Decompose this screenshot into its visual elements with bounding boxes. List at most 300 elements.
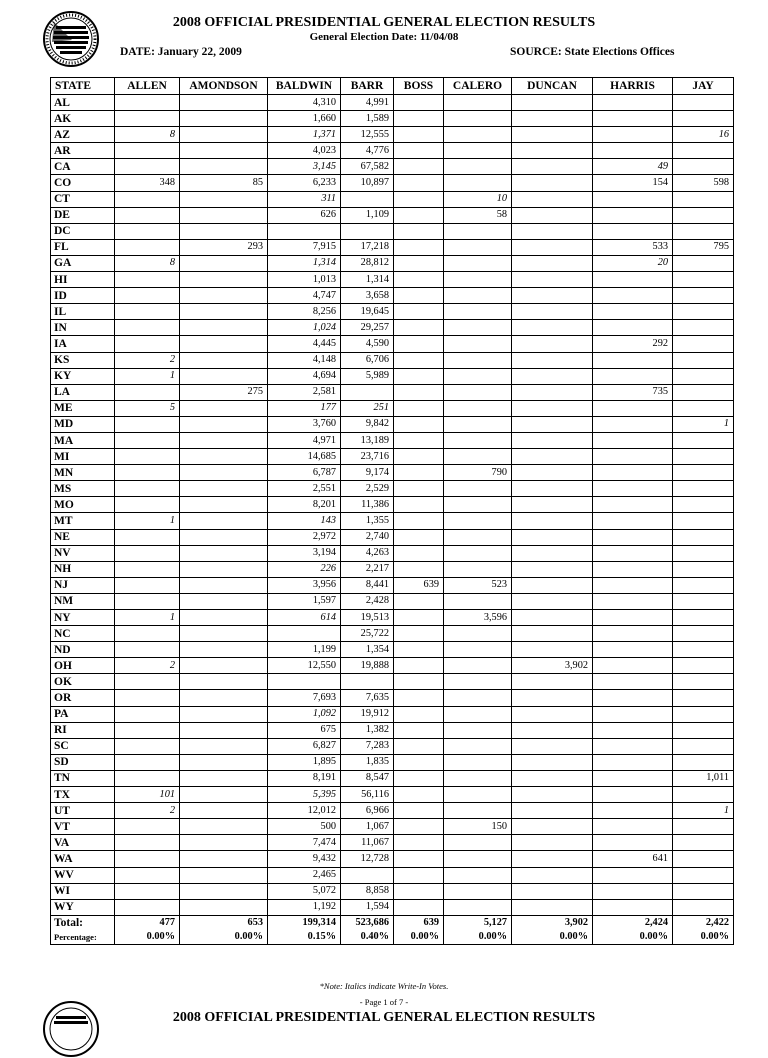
percentage-row-cell: 0.00% — [673, 930, 734, 945]
state-cell: RI — [51, 722, 115, 738]
vote-cell — [115, 143, 180, 159]
vote-cell: 8,201 — [268, 497, 341, 513]
percentage-row-cell: 0.15% — [268, 930, 341, 945]
vote-cell — [180, 191, 268, 207]
table-row — [51, 545, 734, 561]
vote-cell: 8,441 — [341, 577, 394, 593]
vote-cell — [394, 610, 444, 626]
vote-cell — [394, 432, 444, 448]
vote-cell — [115, 706, 180, 722]
percentage-row-label: Percentage: — [51, 930, 115, 945]
state-cell: HI — [51, 272, 115, 288]
state-cell: IA — [51, 336, 115, 352]
vote-cell: 4,747 — [268, 288, 341, 304]
vote-cell: 1,589 — [341, 111, 394, 127]
vote-cell — [593, 561, 673, 577]
vote-cell: 7,693 — [268, 690, 341, 706]
state-cell: TX — [51, 787, 115, 803]
vote-cell: 5,395 — [268, 787, 341, 803]
vote-cell — [444, 835, 512, 851]
vote-cell — [593, 529, 673, 545]
vote-cell: 1 — [673, 803, 734, 819]
vote-cell — [268, 223, 341, 239]
vote-cell: 1,067 — [341, 819, 394, 835]
vote-cell — [593, 207, 673, 223]
column-header: BOSS — [394, 78, 444, 95]
table-row — [51, 352, 734, 368]
vote-cell — [444, 626, 512, 642]
vote-cell — [180, 754, 268, 770]
vote-cell — [593, 95, 673, 111]
table-row — [51, 787, 734, 803]
vote-cell — [673, 432, 734, 448]
vote-cell — [512, 352, 593, 368]
table-row — [51, 706, 734, 722]
total-row-cell: 2,424 — [593, 915, 673, 930]
vote-cell: 1,314 — [341, 272, 394, 288]
percentage-row-cell: 0.00% — [444, 930, 512, 945]
vote-cell — [593, 304, 673, 320]
vote-cell — [444, 481, 512, 497]
vote-cell — [180, 449, 268, 465]
state-cell: MN — [51, 465, 115, 481]
vote-cell — [180, 819, 268, 835]
vote-cell: 293 — [180, 239, 268, 255]
results-table — [50, 77, 734, 945]
state-cell: CT — [51, 191, 115, 207]
state-cell: WA — [51, 851, 115, 867]
vote-cell — [512, 690, 593, 706]
vote-cell — [394, 191, 444, 207]
vote-cell — [180, 143, 268, 159]
state-cell: KS — [51, 352, 115, 368]
vote-cell — [444, 143, 512, 159]
table-row — [51, 127, 734, 143]
vote-cell: 8 — [115, 127, 180, 143]
vote-cell — [115, 207, 180, 223]
vote-cell: 29,257 — [341, 320, 394, 336]
vote-cell — [593, 690, 673, 706]
vote-cell: 20 — [593, 255, 673, 271]
vote-cell — [180, 738, 268, 754]
vote-cell — [394, 899, 444, 915]
table-row — [51, 223, 734, 239]
vote-cell: 7,474 — [268, 835, 341, 851]
vote-cell: 12,012 — [268, 803, 341, 819]
vote-cell — [673, 159, 734, 175]
vote-cell — [394, 658, 444, 674]
vote-cell: 275 — [180, 384, 268, 400]
percentage-row-cell: 0.00% — [180, 930, 268, 945]
vote-cell — [394, 674, 444, 690]
vote-cell — [593, 626, 673, 642]
vote-cell — [394, 561, 444, 577]
vote-cell — [673, 626, 734, 642]
vote-cell — [180, 304, 268, 320]
vote-cell — [444, 304, 512, 320]
state-cell: CO — [51, 175, 115, 191]
vote-cell — [394, 754, 444, 770]
vote-cell — [673, 577, 734, 593]
vote-cell — [512, 706, 593, 722]
table-row — [51, 674, 734, 690]
vote-cell — [180, 690, 268, 706]
vote-cell — [593, 545, 673, 561]
state-cell: MS — [51, 481, 115, 497]
vote-cell — [593, 642, 673, 658]
table-row — [51, 593, 734, 609]
vote-cell: 4,263 — [341, 545, 394, 561]
vote-cell: 16 — [673, 127, 734, 143]
vote-cell — [394, 722, 444, 738]
vote-cell — [394, 368, 444, 384]
vote-cell — [444, 642, 512, 658]
vote-cell — [593, 835, 673, 851]
vote-cell: 226 — [268, 561, 341, 577]
vote-cell: 790 — [444, 465, 512, 481]
vote-cell — [673, 738, 734, 754]
vote-cell — [444, 545, 512, 561]
vote-cell — [593, 899, 673, 915]
vote-cell: 675 — [268, 722, 341, 738]
vote-cell — [673, 545, 734, 561]
vote-cell — [673, 320, 734, 336]
table-row — [51, 111, 734, 127]
vote-cell: 11,386 — [341, 497, 394, 513]
vote-cell: 2 — [115, 803, 180, 819]
table-row — [51, 432, 734, 448]
vote-cell — [673, 336, 734, 352]
vote-cell — [180, 255, 268, 271]
vote-cell: 6,706 — [341, 352, 394, 368]
vote-cell — [593, 111, 673, 127]
vote-cell — [512, 593, 593, 609]
vote-cell — [593, 432, 673, 448]
vote-cell — [180, 883, 268, 899]
state-cell: MD — [51, 416, 115, 432]
table-row — [51, 320, 734, 336]
vote-cell — [593, 593, 673, 609]
vote-cell — [394, 465, 444, 481]
vote-cell — [444, 175, 512, 191]
vote-cell: 7,635 — [341, 690, 394, 706]
vote-cell — [673, 449, 734, 465]
table-row — [51, 288, 734, 304]
vote-cell — [673, 384, 734, 400]
vote-cell — [512, 819, 593, 835]
vote-cell — [341, 867, 394, 883]
vote-cell: 150 — [444, 819, 512, 835]
state-cell: ID — [51, 288, 115, 304]
vote-cell — [512, 336, 593, 352]
vote-cell — [394, 803, 444, 819]
vote-cell: 795 — [673, 239, 734, 255]
vote-cell — [180, 803, 268, 819]
vote-cell — [115, 738, 180, 754]
state-cell: LA — [51, 384, 115, 400]
vote-cell — [180, 481, 268, 497]
vote-cell — [444, 127, 512, 143]
vote-cell — [394, 143, 444, 159]
vote-cell — [593, 577, 673, 593]
vote-cell — [394, 288, 444, 304]
vote-cell — [115, 754, 180, 770]
vote-cell — [593, 127, 673, 143]
vote-cell — [115, 561, 180, 577]
vote-cell: 1,660 — [268, 111, 341, 127]
vote-cell — [673, 899, 734, 915]
vote-cell: 6,787 — [268, 465, 341, 481]
vote-cell — [180, 851, 268, 867]
vote-cell — [394, 223, 444, 239]
table-row — [51, 577, 734, 593]
vote-cell — [444, 288, 512, 304]
state-cell: PA — [51, 706, 115, 722]
vote-cell: 292 — [593, 336, 673, 352]
vote-cell — [180, 706, 268, 722]
state-cell: SC — [51, 738, 115, 754]
vote-cell — [394, 642, 444, 658]
vote-cell — [394, 207, 444, 223]
vote-cell — [593, 754, 673, 770]
table-row — [51, 513, 734, 529]
state-cell: CA — [51, 159, 115, 175]
vote-cell — [115, 159, 180, 175]
table-row — [51, 529, 734, 545]
vote-cell — [673, 207, 734, 223]
vote-cell — [115, 272, 180, 288]
vote-cell — [180, 368, 268, 384]
vote-cell — [180, 561, 268, 577]
vote-cell: 4,776 — [341, 143, 394, 159]
table-row — [51, 497, 734, 513]
vote-cell: 2,428 — [341, 593, 394, 609]
column-header: CALERO — [444, 78, 512, 95]
vote-cell: 2 — [115, 352, 180, 368]
vote-cell — [673, 111, 734, 127]
vote-cell — [444, 159, 512, 175]
total-row-cell: 2,422 — [673, 915, 734, 930]
table-row — [51, 642, 734, 658]
table-row — [51, 722, 734, 738]
vote-cell — [180, 545, 268, 561]
vote-cell — [512, 223, 593, 239]
vote-cell — [115, 626, 180, 642]
vote-cell — [593, 867, 673, 883]
table-row — [51, 159, 734, 175]
table-row — [51, 465, 734, 481]
vote-cell: 19,912 — [341, 706, 394, 722]
vote-cell: 19,645 — [341, 304, 394, 320]
vote-cell: 3,145 — [268, 159, 341, 175]
state-cell: OH — [51, 658, 115, 674]
vote-cell — [394, 255, 444, 271]
vote-cell — [444, 803, 512, 819]
percentage-row-cell: 0.00% — [512, 930, 593, 945]
vote-cell — [593, 658, 673, 674]
vote-cell — [593, 513, 673, 529]
state-cell: FL — [51, 239, 115, 255]
table-row — [51, 400, 734, 416]
vote-cell: 9,174 — [341, 465, 394, 481]
vote-cell: 1,314 — [268, 255, 341, 271]
vote-cell: 1 — [115, 368, 180, 384]
vote-cell: 28,812 — [341, 255, 394, 271]
state-cell: MO — [51, 497, 115, 513]
vote-cell — [444, 384, 512, 400]
vote-cell: 523 — [444, 577, 512, 593]
vote-cell — [512, 304, 593, 320]
table-row — [51, 626, 734, 642]
vote-cell — [593, 288, 673, 304]
vote-cell — [673, 481, 734, 497]
column-header: BALDWIN — [268, 78, 341, 95]
vote-cell — [673, 754, 734, 770]
vote-cell — [444, 883, 512, 899]
vote-cell — [444, 95, 512, 111]
column-header: DUNCAN — [512, 78, 593, 95]
vote-cell — [593, 497, 673, 513]
table-row — [51, 481, 734, 497]
vote-cell — [444, 449, 512, 465]
table-row — [51, 819, 734, 835]
vote-cell — [512, 738, 593, 754]
vote-cell — [115, 465, 180, 481]
vote-cell — [593, 368, 673, 384]
vote-cell — [512, 272, 593, 288]
vote-cell — [180, 416, 268, 432]
table-row — [51, 610, 734, 626]
vote-cell — [512, 497, 593, 513]
vote-cell: 56,116 — [341, 787, 394, 803]
vote-cell — [444, 593, 512, 609]
vote-cell — [673, 561, 734, 577]
vote-cell — [115, 95, 180, 111]
vote-cell — [444, 497, 512, 513]
state-cell: GA — [51, 255, 115, 271]
vote-cell: 3,902 — [512, 658, 593, 674]
vote-cell — [394, 626, 444, 642]
vote-cell — [673, 143, 734, 159]
vote-cell: 6,827 — [268, 738, 341, 754]
vote-cell — [673, 642, 734, 658]
vote-cell — [444, 320, 512, 336]
vote-cell — [115, 642, 180, 658]
vote-cell — [512, 835, 593, 851]
election-date: General Election Date: 11/04/08 — [309, 31, 459, 43]
vote-cell: 13,189 — [341, 432, 394, 448]
vote-cell — [394, 95, 444, 111]
vote-cell — [180, 272, 268, 288]
vote-cell — [444, 722, 512, 738]
vote-cell — [180, 223, 268, 239]
state-cell: AL — [51, 95, 115, 111]
column-header: HARRIS — [593, 78, 673, 95]
state-cell: NC — [51, 626, 115, 642]
vote-cell — [512, 368, 593, 384]
state-cell: IN — [51, 320, 115, 336]
vote-cell — [180, 626, 268, 642]
vote-cell — [394, 593, 444, 609]
vote-cell — [444, 851, 512, 867]
vote-cell: 1 — [115, 513, 180, 529]
vote-cell — [444, 400, 512, 416]
vote-cell — [394, 159, 444, 175]
vote-cell: 1,354 — [341, 642, 394, 658]
vote-cell — [512, 255, 593, 271]
total-row-cell: 199,314 — [268, 915, 341, 930]
vote-cell: 1,092 — [268, 706, 341, 722]
vote-cell: 6,966 — [341, 803, 394, 819]
vote-cell: 101 — [115, 787, 180, 803]
vote-cell — [444, 368, 512, 384]
vote-cell: 4,590 — [341, 336, 394, 352]
write-in-note: *Note: Italics indicate Write-In Votes. — [319, 981, 449, 991]
vote-cell — [180, 432, 268, 448]
vote-cell — [593, 819, 673, 835]
vote-cell — [673, 465, 734, 481]
vote-cell — [268, 674, 341, 690]
table-row — [51, 255, 734, 271]
state-cell: ND — [51, 642, 115, 658]
vote-cell: 251 — [341, 400, 394, 416]
table-row — [51, 449, 734, 465]
state-cell: MT — [51, 513, 115, 529]
vote-cell — [512, 207, 593, 223]
vote-cell — [394, 127, 444, 143]
vote-cell — [268, 626, 341, 642]
vote-cell — [673, 288, 734, 304]
vote-cell — [593, 722, 673, 738]
vote-cell: 9,842 — [341, 416, 394, 432]
table-header-row — [51, 78, 734, 95]
vote-cell — [394, 352, 444, 368]
table-row — [51, 143, 734, 159]
vote-cell — [180, 320, 268, 336]
vote-cell — [394, 738, 444, 754]
vote-cell: 3,658 — [341, 288, 394, 304]
vote-cell — [673, 223, 734, 239]
vote-cell: 2,740 — [341, 529, 394, 545]
vote-cell — [673, 690, 734, 706]
vote-cell: 1,371 — [268, 127, 341, 143]
vote-cell — [593, 416, 673, 432]
vote-cell — [673, 529, 734, 545]
table-row — [51, 175, 734, 191]
vote-cell — [673, 851, 734, 867]
state-cell: NJ — [51, 577, 115, 593]
vote-cell — [673, 787, 734, 803]
vote-cell — [115, 851, 180, 867]
table-row — [51, 272, 734, 288]
fec-seal-logo-next-page — [42, 1000, 100, 1058]
vote-cell — [180, 787, 268, 803]
vote-cell — [180, 658, 268, 674]
vote-cell: 4,445 — [268, 336, 341, 352]
vote-cell — [673, 722, 734, 738]
page-number: - Page 1 of 7 - — [359, 997, 409, 1007]
vote-cell — [180, 159, 268, 175]
vote-cell — [512, 320, 593, 336]
vote-cell — [512, 610, 593, 626]
vote-cell — [673, 610, 734, 626]
vote-cell — [444, 336, 512, 352]
vote-cell: 1,011 — [673, 770, 734, 786]
vote-cell — [394, 111, 444, 127]
vote-cell — [512, 851, 593, 867]
report-date: DATE: January 22, 2009 — [120, 46, 242, 58]
vote-cell — [673, 304, 734, 320]
